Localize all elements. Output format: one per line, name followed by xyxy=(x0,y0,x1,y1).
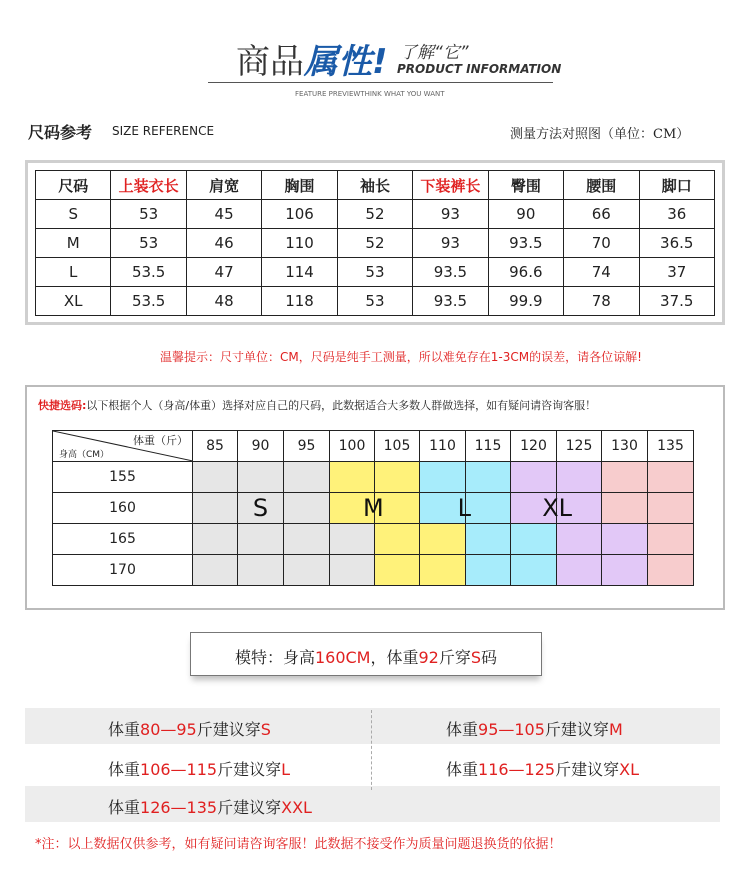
rec-range: 80—95 xyxy=(140,720,197,739)
table-cell: 48 xyxy=(186,287,261,316)
model-text-part: 斤穿 xyxy=(438,648,471,667)
size-zone-m xyxy=(375,524,420,555)
size-zone-l xyxy=(466,462,511,493)
rec-text: 斤建议穿 xyxy=(196,720,261,739)
table-cell: L xyxy=(36,258,111,287)
weight-cell: 135 xyxy=(648,431,694,462)
size-zone-xxl xyxy=(648,555,694,586)
size-zone-xxl xyxy=(648,524,694,555)
diagonal-header xyxy=(53,431,192,461)
size-zone-xxl xyxy=(602,493,648,524)
table-cell: 93 xyxy=(413,200,488,229)
size-zone-xl xyxy=(557,462,602,493)
size-label-l: L xyxy=(457,494,471,522)
table-cell: S xyxy=(36,200,111,229)
warm-tip: 温馨提示：尺寸单位：CM，尺码是纯手工测量，所以难免存在1-3CM的误差，请各位谅解! xyxy=(160,350,642,364)
rec-range: 106—115 xyxy=(140,760,218,779)
weight-cell: 90 xyxy=(238,431,284,462)
weight-cell: 100 xyxy=(330,431,375,462)
weight-cell: 110 xyxy=(420,431,466,462)
header-subtitle-en: PRODUCT INFORMATION xyxy=(397,62,562,76)
size-zone-m xyxy=(375,462,420,493)
table-row xyxy=(36,287,715,316)
header-cell-waist: 腰围 xyxy=(564,171,639,200)
table-cell: 47 xyxy=(186,258,261,287)
height-row xyxy=(53,462,694,493)
weight-header-row xyxy=(53,431,694,462)
table-cell: 46 xyxy=(186,229,261,258)
size-table xyxy=(35,170,715,316)
size-zone-s xyxy=(238,462,284,493)
size-zone-s xyxy=(193,462,238,493)
header-title-bold: 属性! xyxy=(304,42,388,82)
size-zone-s xyxy=(284,462,330,493)
size-section-title-en: SIZE REFERENCE xyxy=(112,124,215,138)
corner-weight-label: 体重（斤） xyxy=(133,434,188,447)
weight-cell: 95 xyxy=(284,431,330,462)
header-cell-hem: 脚口 xyxy=(639,171,715,200)
table-cell: 114 xyxy=(262,258,337,287)
size-zone-m xyxy=(363,493,420,524)
table-cell: 36 xyxy=(639,200,715,229)
table-cell: 93.5 xyxy=(413,258,488,287)
rec-divider xyxy=(371,710,372,790)
size-zone-xxl xyxy=(648,493,694,524)
table-cell: 36.5 xyxy=(639,229,715,258)
rec-size: L xyxy=(281,760,291,779)
rec-text: 斤建议穿 xyxy=(544,720,609,739)
table-cell: 53 xyxy=(111,229,186,258)
size-zone-s xyxy=(238,555,284,586)
table-cell: 93 xyxy=(413,229,488,258)
rec-range: 95—105 xyxy=(478,720,545,739)
quick-pick-intro xyxy=(38,397,596,413)
size-zone-s xyxy=(284,493,330,524)
height-cell: 160 xyxy=(53,493,193,524)
table-cell: M xyxy=(36,229,111,258)
header-cell-hip: 臀围 xyxy=(488,171,563,200)
header-subtitle: 了解“它” xyxy=(400,43,469,63)
size-zone-s xyxy=(238,524,284,555)
model-height: 160CM xyxy=(314,648,371,667)
height-cell: 155 xyxy=(53,462,193,493)
weight-cell: 115 xyxy=(466,431,511,462)
measure-note: 测量方法对照图（单位：CM） xyxy=(510,127,690,142)
size-zone-xl xyxy=(602,555,648,586)
table-cell: 53 xyxy=(337,258,412,287)
model-text-part: 模特：身高 xyxy=(234,648,315,667)
table-row xyxy=(36,200,715,229)
size-zone-xxl xyxy=(602,462,648,493)
table-row xyxy=(36,229,715,258)
rec-item-xxl xyxy=(108,795,312,818)
height-cell: 165 xyxy=(53,524,193,555)
header-cell-shoulder: 肩宽 xyxy=(186,171,261,200)
rec-text: 斤建议穿 xyxy=(217,760,282,779)
table-cell: XL xyxy=(36,287,111,316)
table-cell: 45 xyxy=(186,200,261,229)
header-cell-pants-length: 下装裤长 xyxy=(413,171,488,200)
size-zone-xl xyxy=(511,462,557,493)
rec-text: 斤建议穿 xyxy=(217,798,282,817)
rec-text: 体重 xyxy=(108,798,141,817)
size-zone-s xyxy=(193,493,238,524)
rec-size: S xyxy=(260,720,271,739)
table-row xyxy=(36,258,715,287)
size-zone-l xyxy=(511,524,557,555)
size-zone-l xyxy=(420,462,466,493)
table-cell: 37 xyxy=(639,258,715,287)
corner-height-label: 身高（CM） xyxy=(59,450,110,460)
size-label-s: S xyxy=(252,494,269,522)
size-zone-l xyxy=(420,493,471,524)
weight-cell: 125 xyxy=(557,431,602,462)
size-zone-m xyxy=(420,524,466,555)
size-zone-xl xyxy=(511,493,572,524)
model-text-part: 码 xyxy=(481,648,498,667)
rec-text: 体重 xyxy=(108,720,141,739)
size-zone-s xyxy=(330,524,375,555)
weight-cell: 85 xyxy=(193,431,238,462)
size-zone-xl xyxy=(557,524,602,555)
size-zone-s xyxy=(238,493,284,524)
table-cell: 96.6 xyxy=(488,258,563,287)
rec-text: 斤建议穿 xyxy=(555,760,620,779)
size-label-xl: XL xyxy=(542,494,572,522)
weight-cell: 120 xyxy=(511,431,557,462)
rec-text: 体重 xyxy=(446,720,479,739)
header-cell-chest: 胸围 xyxy=(262,171,337,200)
rec-item-m xyxy=(446,717,623,740)
weight-cell: 105 xyxy=(375,431,420,462)
model-size: S xyxy=(470,648,482,667)
table-cell: 52 xyxy=(337,229,412,258)
table-cell: 93.5 xyxy=(488,229,563,258)
size-zone-l xyxy=(466,493,511,524)
table-cell: 53 xyxy=(337,287,412,316)
size-label-m: M xyxy=(363,494,384,522)
rec-item-s xyxy=(108,717,271,740)
table-cell: 66 xyxy=(564,200,639,229)
size-zone-m xyxy=(420,555,466,586)
table-cell: 78 xyxy=(564,287,639,316)
quick-pick-label: 快捷选码: xyxy=(38,399,87,412)
weight-cell: 130 xyxy=(602,431,648,462)
table-cell: 99.9 xyxy=(488,287,563,316)
header-divider xyxy=(208,82,553,83)
rec-size: M xyxy=(608,720,623,739)
size-zone-xxl xyxy=(648,462,694,493)
header-title-plain: 商品 xyxy=(236,42,304,82)
size-zone-m xyxy=(375,555,420,586)
height-row xyxy=(53,524,694,555)
table-cell: 118 xyxy=(262,287,337,316)
rec-size: XL xyxy=(619,760,639,779)
size-zone-xl xyxy=(557,555,602,586)
size-zone-m xyxy=(330,462,375,493)
table-cell: 37.5 xyxy=(639,287,715,316)
quick-pick-text: 以下根据个人（身高/体重）选择对应自己的尺码，此数据适合大多数人群做选择，如有疑问请咨询客服！ xyxy=(86,399,597,412)
rec-text: 体重 xyxy=(108,760,141,779)
height-row xyxy=(53,555,694,586)
rec-range: 126—135 xyxy=(140,798,218,817)
quick-pick-table xyxy=(52,430,694,586)
header-cell-size: 尺码 xyxy=(36,171,111,200)
size-zone-l xyxy=(466,524,511,555)
table-cell: 106 xyxy=(262,200,337,229)
rec-item-xl xyxy=(446,757,639,780)
table-cell: 52 xyxy=(337,200,412,229)
size-zone-l xyxy=(466,555,511,586)
corner-cell xyxy=(53,431,193,462)
table-cell: 93.5 xyxy=(413,287,488,316)
table-cell: 53.5 xyxy=(111,258,186,287)
table-cell: 90 xyxy=(488,200,563,229)
footnote: *注：以上数据仅供参考，如有疑问请咨询客服！此数据不接受作为质量问题退换货的依据！ xyxy=(35,837,562,852)
size-section-title: 尺码参考 xyxy=(28,123,93,142)
header-cell-top-length: 上装衣长 xyxy=(111,171,186,200)
size-zone-xl xyxy=(602,524,648,555)
size-zone-l xyxy=(511,555,557,586)
rec-range: 116—125 xyxy=(478,760,556,779)
header-tagline: FEATURE PREVIEWTHINK WHAT YOU WANT xyxy=(295,90,445,98)
model-weight: 92 xyxy=(418,648,439,667)
model-text-part: ，体重 xyxy=(370,648,419,667)
table-cell: 74 xyxy=(564,258,639,287)
size-zone-s xyxy=(330,555,375,586)
rec-text: 体重 xyxy=(446,760,479,779)
table-cell: 70 xyxy=(564,229,639,258)
rec-size: XXL xyxy=(281,798,312,817)
size-zone-s xyxy=(193,555,238,586)
size-zone-s xyxy=(284,524,330,555)
height-row xyxy=(53,493,694,524)
size-table-header-row xyxy=(36,171,715,200)
height-cell: 170 xyxy=(53,555,193,586)
size-zone-s xyxy=(193,524,238,555)
size-zone-s xyxy=(284,555,330,586)
table-cell: 53 xyxy=(111,200,186,229)
header-title xyxy=(236,34,388,83)
model-info-text xyxy=(190,645,542,668)
table-cell: 53.5 xyxy=(111,287,186,316)
table-cell: 110 xyxy=(262,229,337,258)
header-cell-sleeve: 袖长 xyxy=(337,171,412,200)
rec-item-l xyxy=(108,757,290,780)
